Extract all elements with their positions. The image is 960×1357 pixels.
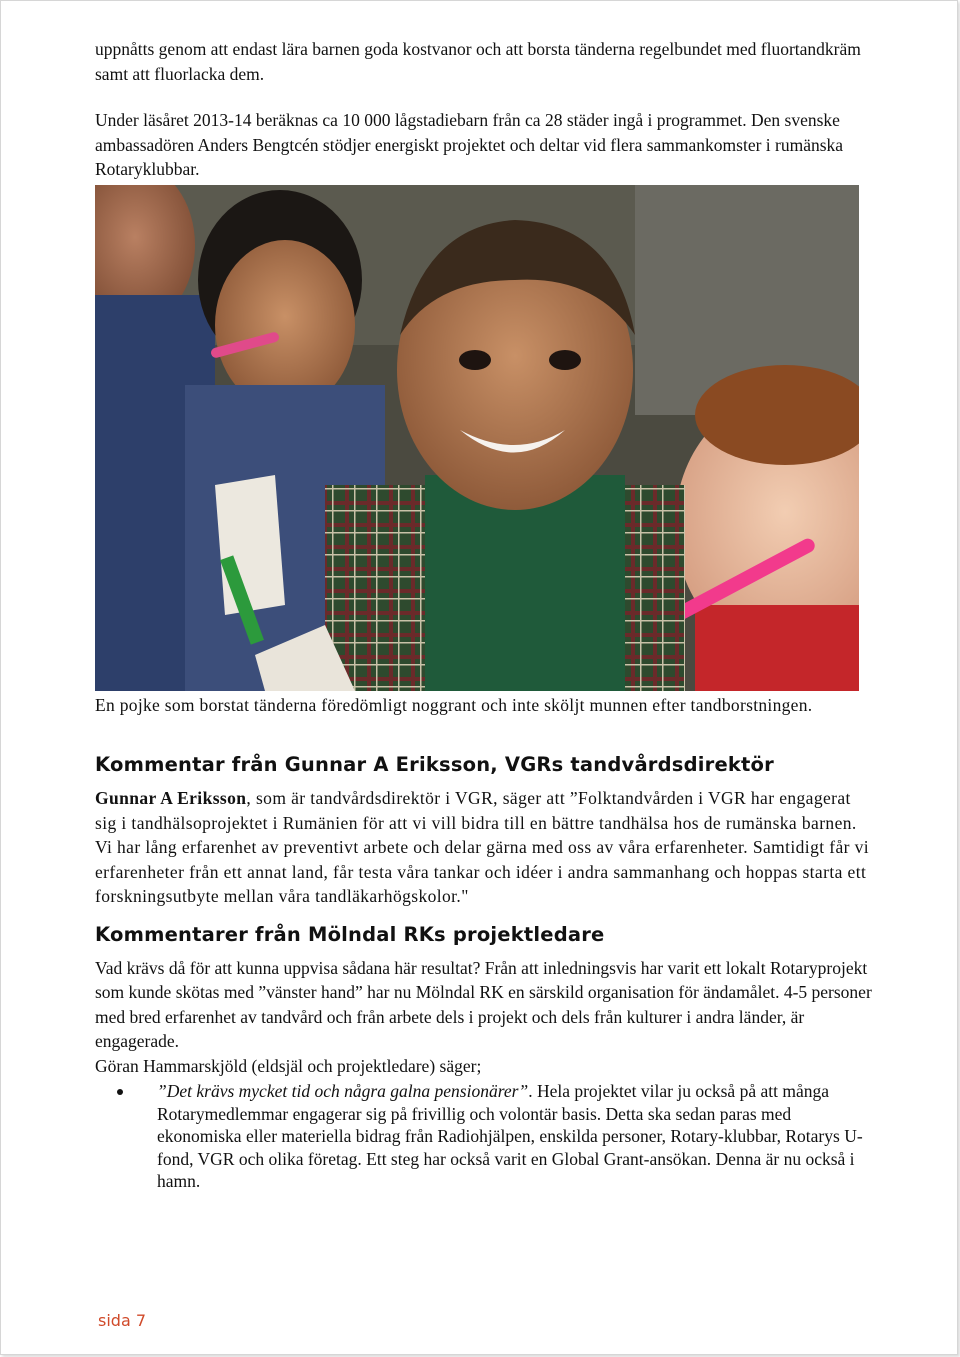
photo-illustration [95,185,859,691]
bullet-list [95,1080,875,1193]
children-brushing-teeth-photo [95,185,859,691]
section2-paragraph-2: Göran Hammarskjöld (eldsjäl och projektledare) säger; [95,1055,482,1076]
intro-paragraph-1: uppnåtts genom att endast lära barnen goda kostvanor och att borsta tänderna regelbundet med fluortandkräm samt att fluorlacka dem. [95,39,861,84]
section2-heading: Kommentarer från Mölndal RKs projektledare [95,922,605,946]
section1-paragraph [95,786,875,909]
bullet-icon [117,1089,123,1095]
list-item [95,1080,875,1193]
quote-text: ”Det krävs mycket tid och några galna pensionärer” [157,1081,529,1101]
bullet-text: . Hela projektet vilar ju också på att många Rotarymedlemmar engagerar sig på frivillig och volontär basis. Detta ska sedan paras med ekonomiska eller materiella bidrag från Radiohjälpen, enskilda personer, Rotary-klubbar, Rotarys U-fond, VGR och olika företag. Ett steg har också varit en Global Grant-ansökan. Denna är nu också i hamn. [157,1081,863,1191]
section1-text: , som är tandvårdsdirektör i VGR, säger att ”Folktandvården i VGR har engagerat sig i tandhälsoprojektet i Rumänien för att vi vill bidra till en bättre tandhälsa hos de rumänska barnen. Vi har lång erfarenhet av preventivt arbete och delar gärna med oss av våra erfarenheter. Samtidigt får vi erfarenheter från ett annat land, får testa våra tankar och idéer i andra sammanhang och hoppas starta ett forskningsutbyte mellan våra tandläkarhögskolor." [95,788,870,906]
page-content [95,37,875,1193]
intro-paragraph-2: Under läsåret 2013-14 beräknas ca 10 000 lågstadiebarn från ca 28 städer ingå i programmet. Den svenske ambassadören Anders Bengtcén stödjer energiskt projektet och deltar vid flera sammankomster i rumänska Rotaryklubbar. [95,110,844,179]
section2-paragraph-1: Vad krävs då för att kunna uppvisa sådana här resultat? Från att inledningsvis har varit ett lokalt Rotaryprojekt som kunde skötas med ”vänster hand” har nu Mölndal RK en särskild organisation för ändamålet. 4-5 personer med bred erfarenhet av tandvård och från arbete dels i projekt och dels från kulturer i andra länder, är engagerade. [95,957,872,1051]
photo-caption: En pojke som borstat tänderna föredömligt noggrant och inte sköljt munnen efter tandborstningen. [95,694,813,715]
section1-heading: Kommentar från Gunnar A Eriksson, VGRs tandvårdsdirektör [95,753,774,776]
page-number: sida 7 [98,1311,147,1330]
section1-name: Gunnar A Eriksson [95,788,247,808]
